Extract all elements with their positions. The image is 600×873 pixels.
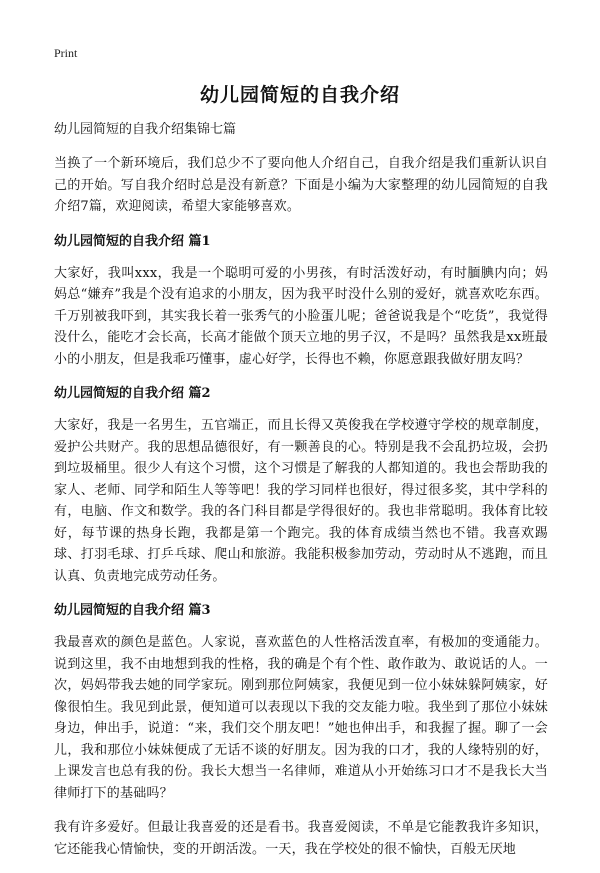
print-link[interactable]: Print: [54, 46, 78, 60]
document-body: [54, 120, 548, 873]
section-2-paragraph-1: 大家好，我是一名男生，五官端正，而且长得又英俊我在学校遵守学校的规章制度，爱护公共财产。我的思想品德很好，有一颗善良的心。特别是我不会乱扔垃圾，会扔到垃圾桶里。很少人有这个习惯，这个习惯是了解我的人都知道的。我也会帮助我的家人、老师、同学和陌生人等等吧！我的学习同样也很好，得过很多奖，其中学科的有，电脑、作文和数学。我的各门科目都是学得很好的。我也非常聪明。我体育比较好，每节课的热身长跑，我都是第一个跑完。我的体育成绩当然也不错。我喜欢踢球、打羽毛球、打乒乓球、爬山和旅游。我能积极参加劳动，劳动时从不逃跑，而且认真、负责地完成劳动任务。: [54, 418, 548, 584]
document-subtitle: 幼儿园简短的自我介绍集锦七篇: [54, 122, 237, 137]
intro-paragraph: 当换了一个新环境后，我们总少不了要向他人介绍自己，自我介绍是我们重新认识自己的开始。写自我介绍时总是没有新意？下面是小编为大家整理的幼儿园简短的自我介绍7篇，欢迎阅读，希望大家能够喜欢。: [54, 156, 548, 214]
section-heading-2: 幼儿园简短的自我介绍 篇2: [54, 386, 211, 401]
section-3-paragraph-1: 我最喜欢的颜色是蓝色。人家说，喜欢蓝色的人性格活泼直率，有极加的变通能力。说到这里，我不由地想到我的性格，我的确是个有个性、敢作敢为、敢说话的人。一次，妈妈带我去她的同学家玩。刚到那位阿姨家，我便见到一位小妹妹躲阿姨家，好像很怕生。我见到此景，便知道可以表现以下我的交友能力啦。我坐到了那位小妹妹身边，伸出手，说道：“来，我们交个朋友吧！”她也伸出手，和我握了握。聊了一会儿，我和那位小妹妹便成了无话不谈的好朋友。因为我的口才，我的人缘特别的好，上课发言也总有我的份。我长大想当一名律师，难道从小开始练习口才不是我长大当律师打下的基础吗？: [54, 635, 548, 801]
section-heading-1: 幼儿园简短的自我介绍 篇1: [54, 233, 211, 249]
section-3-paragraph-2: 我有许多爱好。但最让我喜爱的还是看书。我喜爱阅读，不单是它能教我许多知识，它还能我心情愉快，变的开朗活泼。一天，我在学校处的很不愉快，百般无厌地: [54, 820, 548, 857]
section-heading-3: 幼儿园简短的自我介绍 篇3: [54, 603, 211, 618]
document-title: 幼儿园简短的自我介绍: [199, 84, 400, 106]
section-1-paragraph-1: 大家好，我叫xxx，我是一个聪明可爱的小男孩，有时活泼好动，有时腼腆内向；妈妈总“嫌弃”我是个没有追求的小朋友，因为我平时没什么别的爱好，就喜欢吃东西。千万别被我吓到，其实我长着一张秀气的小脸蛋儿呢；爸爸说我是个“吃货”，我觉得没什么，能吃才会长高，长高才能做个顶天立地的男子汉，不是吗？虽然我是xx班最小的小朋友，但是我乖巧懂事，虚心好学，长得也不赖，你愿意跟我做好朋友吗？: [54, 265, 548, 367]
